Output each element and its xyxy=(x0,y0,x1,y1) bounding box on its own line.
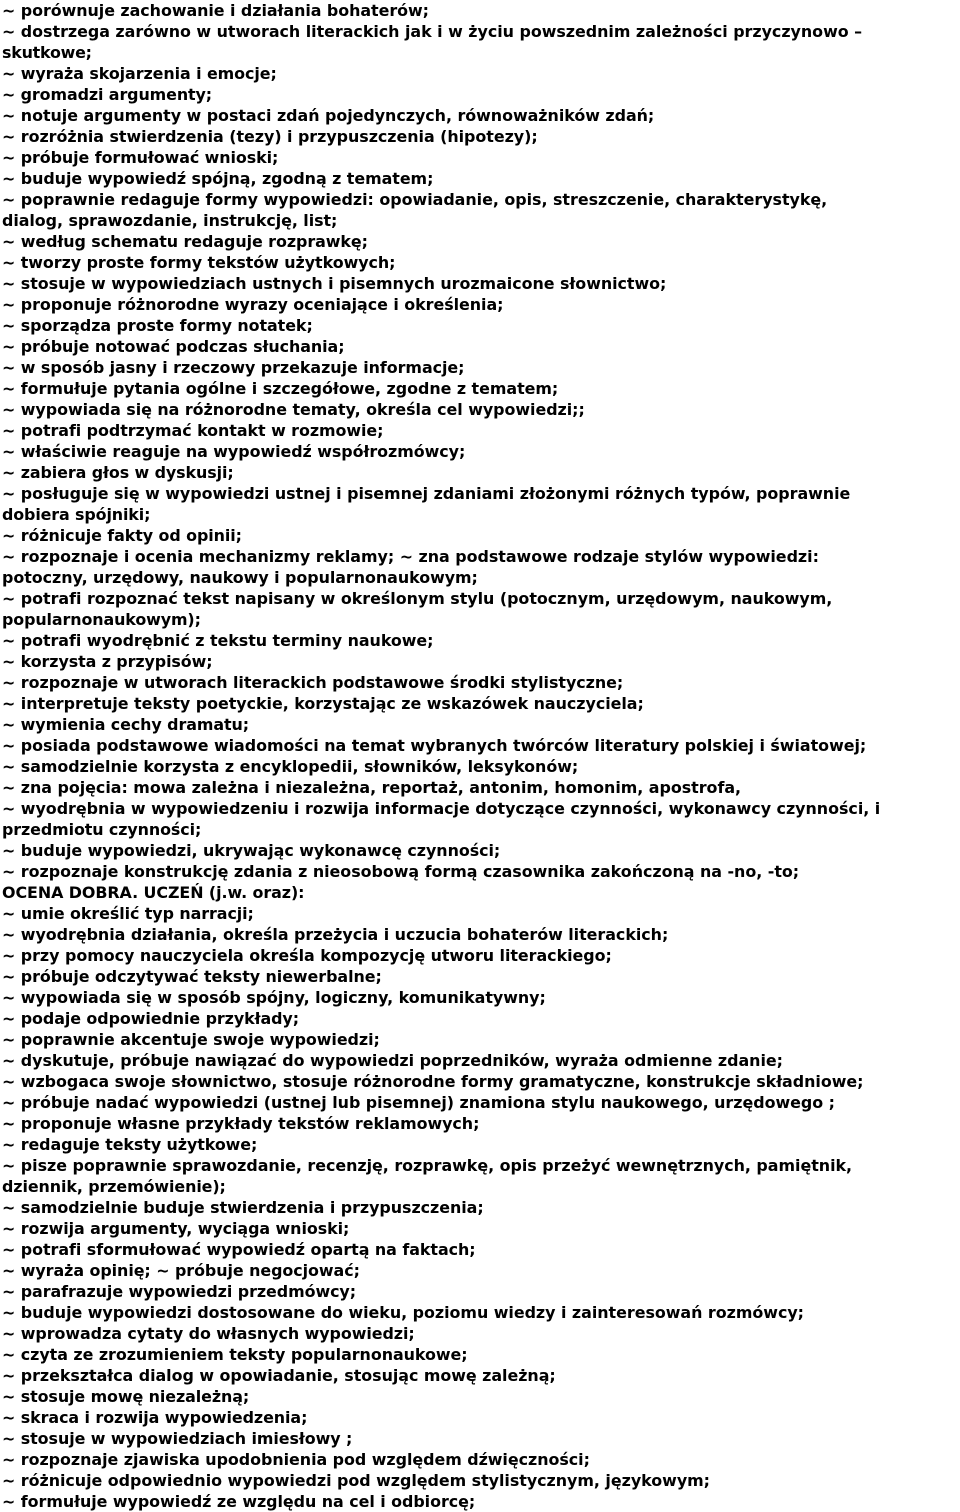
document-line: ~ wprowadza cytaty do własnych wypowiedzi; xyxy=(2,1324,415,1343)
document-line: ~ rozwija argumenty, wyciąga wnioski; xyxy=(2,1219,350,1238)
document-line: ~ proponuje różnorodne wyrazy oceniające i określenia; xyxy=(2,295,504,314)
document-line: ~ samodzielnie korzysta z encyklopedii, słowników, leksykonów; xyxy=(2,757,579,776)
document-line: ~ wyraża skojarzenia i emocje; xyxy=(2,64,277,83)
document-line: ~ przekształca dialog w opowiadanie, stosując mowę zależną; xyxy=(2,1366,556,1385)
document-line: ~ skraca i rozwija wypowiedzenia; xyxy=(2,1408,308,1427)
document-line: dialog, sprawozdanie, instrukcję, list; xyxy=(2,211,338,230)
document-line: ~ porównuje zachowanie i działania bohaterów; xyxy=(2,1,429,20)
document-line: skutkowe; xyxy=(2,43,92,62)
document-line: ~ wyodrębnia w wypowiedzeniu i rozwija informacje dotyczące czynności, wykonawcy czynności, i xyxy=(2,799,881,818)
document-line: dobiera spójniki; xyxy=(2,505,151,524)
document-line: ~ potrafi sformułować wypowiedź opartą na faktach; xyxy=(2,1240,476,1259)
document-line: ~ dyskutuje, próbuje nawiązać do wypowiedzi poprzedników, wyraża odmienne zdanie; xyxy=(2,1051,783,1070)
document-line: ~ próbuje odczytywać teksty niewerbalne; xyxy=(2,967,382,986)
document-line: ~ samodzielnie buduje stwierdzenia i przypuszczenia; xyxy=(2,1198,484,1217)
document-line: ~ posiada podstawowe wiadomości na temat wybranych twórców literatury polskiej i światowej; xyxy=(2,736,867,755)
document-line: ~ buduje wypowiedzi dostosowane do wieku, poziomu wiedzy i zainteresowań rozmówcy; xyxy=(2,1303,804,1322)
document-line: ~ gromadzi argumenty; xyxy=(2,85,213,104)
document-line: ~ wyraża opinię; ~ próbuje negocjować; xyxy=(2,1261,360,1280)
document-line: ~ sporządza proste formy notatek; xyxy=(2,316,313,335)
document-line: ~ rozróżnia stwierdzenia (tezy) i przypuszczenia (hipotezy); xyxy=(2,127,538,146)
document-line: ~ potrafi wyodrębnić z tekstu terminy naukowe; xyxy=(2,631,434,650)
document-line: ~ podaje odpowiednie przykłady; xyxy=(2,1009,300,1028)
document-line: ~ proponuje własne przykłady tekstów reklamowych; xyxy=(2,1114,480,1133)
document-line: ~ przy pomocy nauczyciela określa kompozycję utworu literackiego; xyxy=(2,946,612,965)
document-line: ~ poprawnie akcentuje swoje wypowiedzi; xyxy=(2,1030,380,1049)
document-line: ~ próbuje notować podczas słuchania; xyxy=(2,337,345,356)
document-line: ~ wypowiada się na różnorodne tematy, określa cel wypowiedzi;; xyxy=(2,400,585,419)
document-line: ~ stosuje w wypowiedziach imiesłowy ; xyxy=(2,1429,353,1448)
document-line: ~ dostrzega zarówno w utworach literackich jak i w życiu powszednim zależności przyczynowo – xyxy=(2,22,863,41)
document-line: ~ umie określić typ narracji; xyxy=(2,904,254,923)
document-line: ~ wymienia cechy dramatu; xyxy=(2,715,249,734)
document-line: ~ rozpoznaje w utworach literackich podstawowe środki stylistyczne; xyxy=(2,673,624,692)
document-line: ~ parafrazuje wypowiedzi przedmówcy; xyxy=(2,1282,357,1301)
document-line: ~ różnicuje odpowiednio wypowiedzi pod względem stylistycznym, językowym; xyxy=(2,1471,711,1490)
document-line: dziennik, przemówienie); xyxy=(2,1177,226,1196)
document-line: OCENA DOBRA. UCZEŃ (j.w. oraz): xyxy=(2,883,305,902)
document-line: ~ różnicuje fakty od opinii; xyxy=(2,526,242,545)
document-line: ~ potrafi rozpoznać tekst napisany w określonym stylu (potocznym, urzędowym, naukowym, xyxy=(2,589,833,608)
document-line: ~ wyodrębnia działania, określa przeżycia i uczucia bohaterów literackich; xyxy=(2,925,669,944)
document-line: potoczny, urzędowy, naukowy i popularnonaukowym; xyxy=(2,568,478,587)
document-line: ~ redaguje teksty użytkowe; xyxy=(2,1135,258,1154)
document-line: ~ buduje wypowiedzi, ukrywając wykonawcę czynności; xyxy=(2,841,501,860)
document-line: przedmiotu czynności; xyxy=(2,820,202,839)
document-line: ~ rozpoznaje konstrukcję zdania z nieosobową formą czasownika zakończoną na -no, -to; xyxy=(2,862,800,881)
document-line: ~ w sposób jasny i rzeczowy przekazuje informacje; xyxy=(2,358,465,377)
document-line: ~ zna pojęcia: mowa zależna i niezależna, reportaż, antonim, homonim, apostrofa, xyxy=(2,778,742,797)
document-line: ~ wypowiada się w sposób spójny, logiczny, komunikatywny; xyxy=(2,988,546,1007)
document-line: ~ formułuje pytania ogólne i szczegółowe, zgodne z tematem; xyxy=(2,379,559,398)
document-line: ~ posługuje się w wypowiedzi ustnej i pisemnej zdaniami złożonymi różnych typów, poprawnie xyxy=(2,484,851,503)
document-line: ~ tworzy proste formy tekstów użytkowych; xyxy=(2,253,396,272)
document-line: popularnonaukowym); xyxy=(2,610,201,629)
document-line: ~ formułuje wypowiedź ze względu na cel i odbiorcę; xyxy=(2,1492,476,1511)
document-line: ~ poprawnie redaguje formy wypowiedzi: opowiadanie, opis, streszczenie, charakterystykę, xyxy=(2,190,828,209)
document-line: ~ stosuje mowę niezależną; xyxy=(2,1387,250,1406)
document-line: ~ interpretuje teksty poetyckie, korzystając ze wskazówek nauczyciela; xyxy=(2,694,644,713)
document-line: ~ stosuje w wypowiedziach ustnych i pisemnych urozmaicone słownictwo; xyxy=(2,274,667,293)
document-line: ~ wzbogaca swoje słownictwo, stosuje różnorodne formy gramatyczne, konstrukcje składniowe; xyxy=(2,1072,864,1091)
document-line: ~ próbuje formułować wnioski; xyxy=(2,148,279,167)
document-line: ~ notuje argumenty w postaci zdań pojedynczych, równoważników zdań; xyxy=(2,106,655,125)
document-line: ~ próbuje nadać wypowiedzi (ustnej lub pisemnej) znamiona stylu naukowego, urzędowego ; xyxy=(2,1093,835,1112)
document-line: ~ właściwie reaguje na wypowiedź współrozmówcy; xyxy=(2,442,466,461)
document-line: ~ zabiera głos w dyskusji; xyxy=(2,463,234,482)
document-line: ~ pisze poprawnie sprawozdanie, recenzję, rozprawkę, opis przeżyć wewnętrznych, pamiętnik, xyxy=(2,1156,853,1175)
document-line: ~ korzysta z przypisów; xyxy=(2,652,213,671)
document-line: ~ rozpoznaje zjawiska upodobnienia pod względem dźwięczności; xyxy=(2,1450,590,1469)
document-line: ~ według schematu redaguje rozprawkę; xyxy=(2,232,368,251)
document-line: ~ rozpoznaje i ocenia mechanizmy reklamy; ~ zna podstawowe rodzaje stylów wypowiedzi: xyxy=(2,547,819,566)
document-line: ~ czyta ze zrozumieniem teksty popularnonaukowe; xyxy=(2,1345,468,1364)
document-line: ~ potrafi podtrzymać kontakt w rozmowie; xyxy=(2,421,384,440)
document-line: ~ buduje wypowiedź spójną, zgodną z tematem; xyxy=(2,169,434,188)
